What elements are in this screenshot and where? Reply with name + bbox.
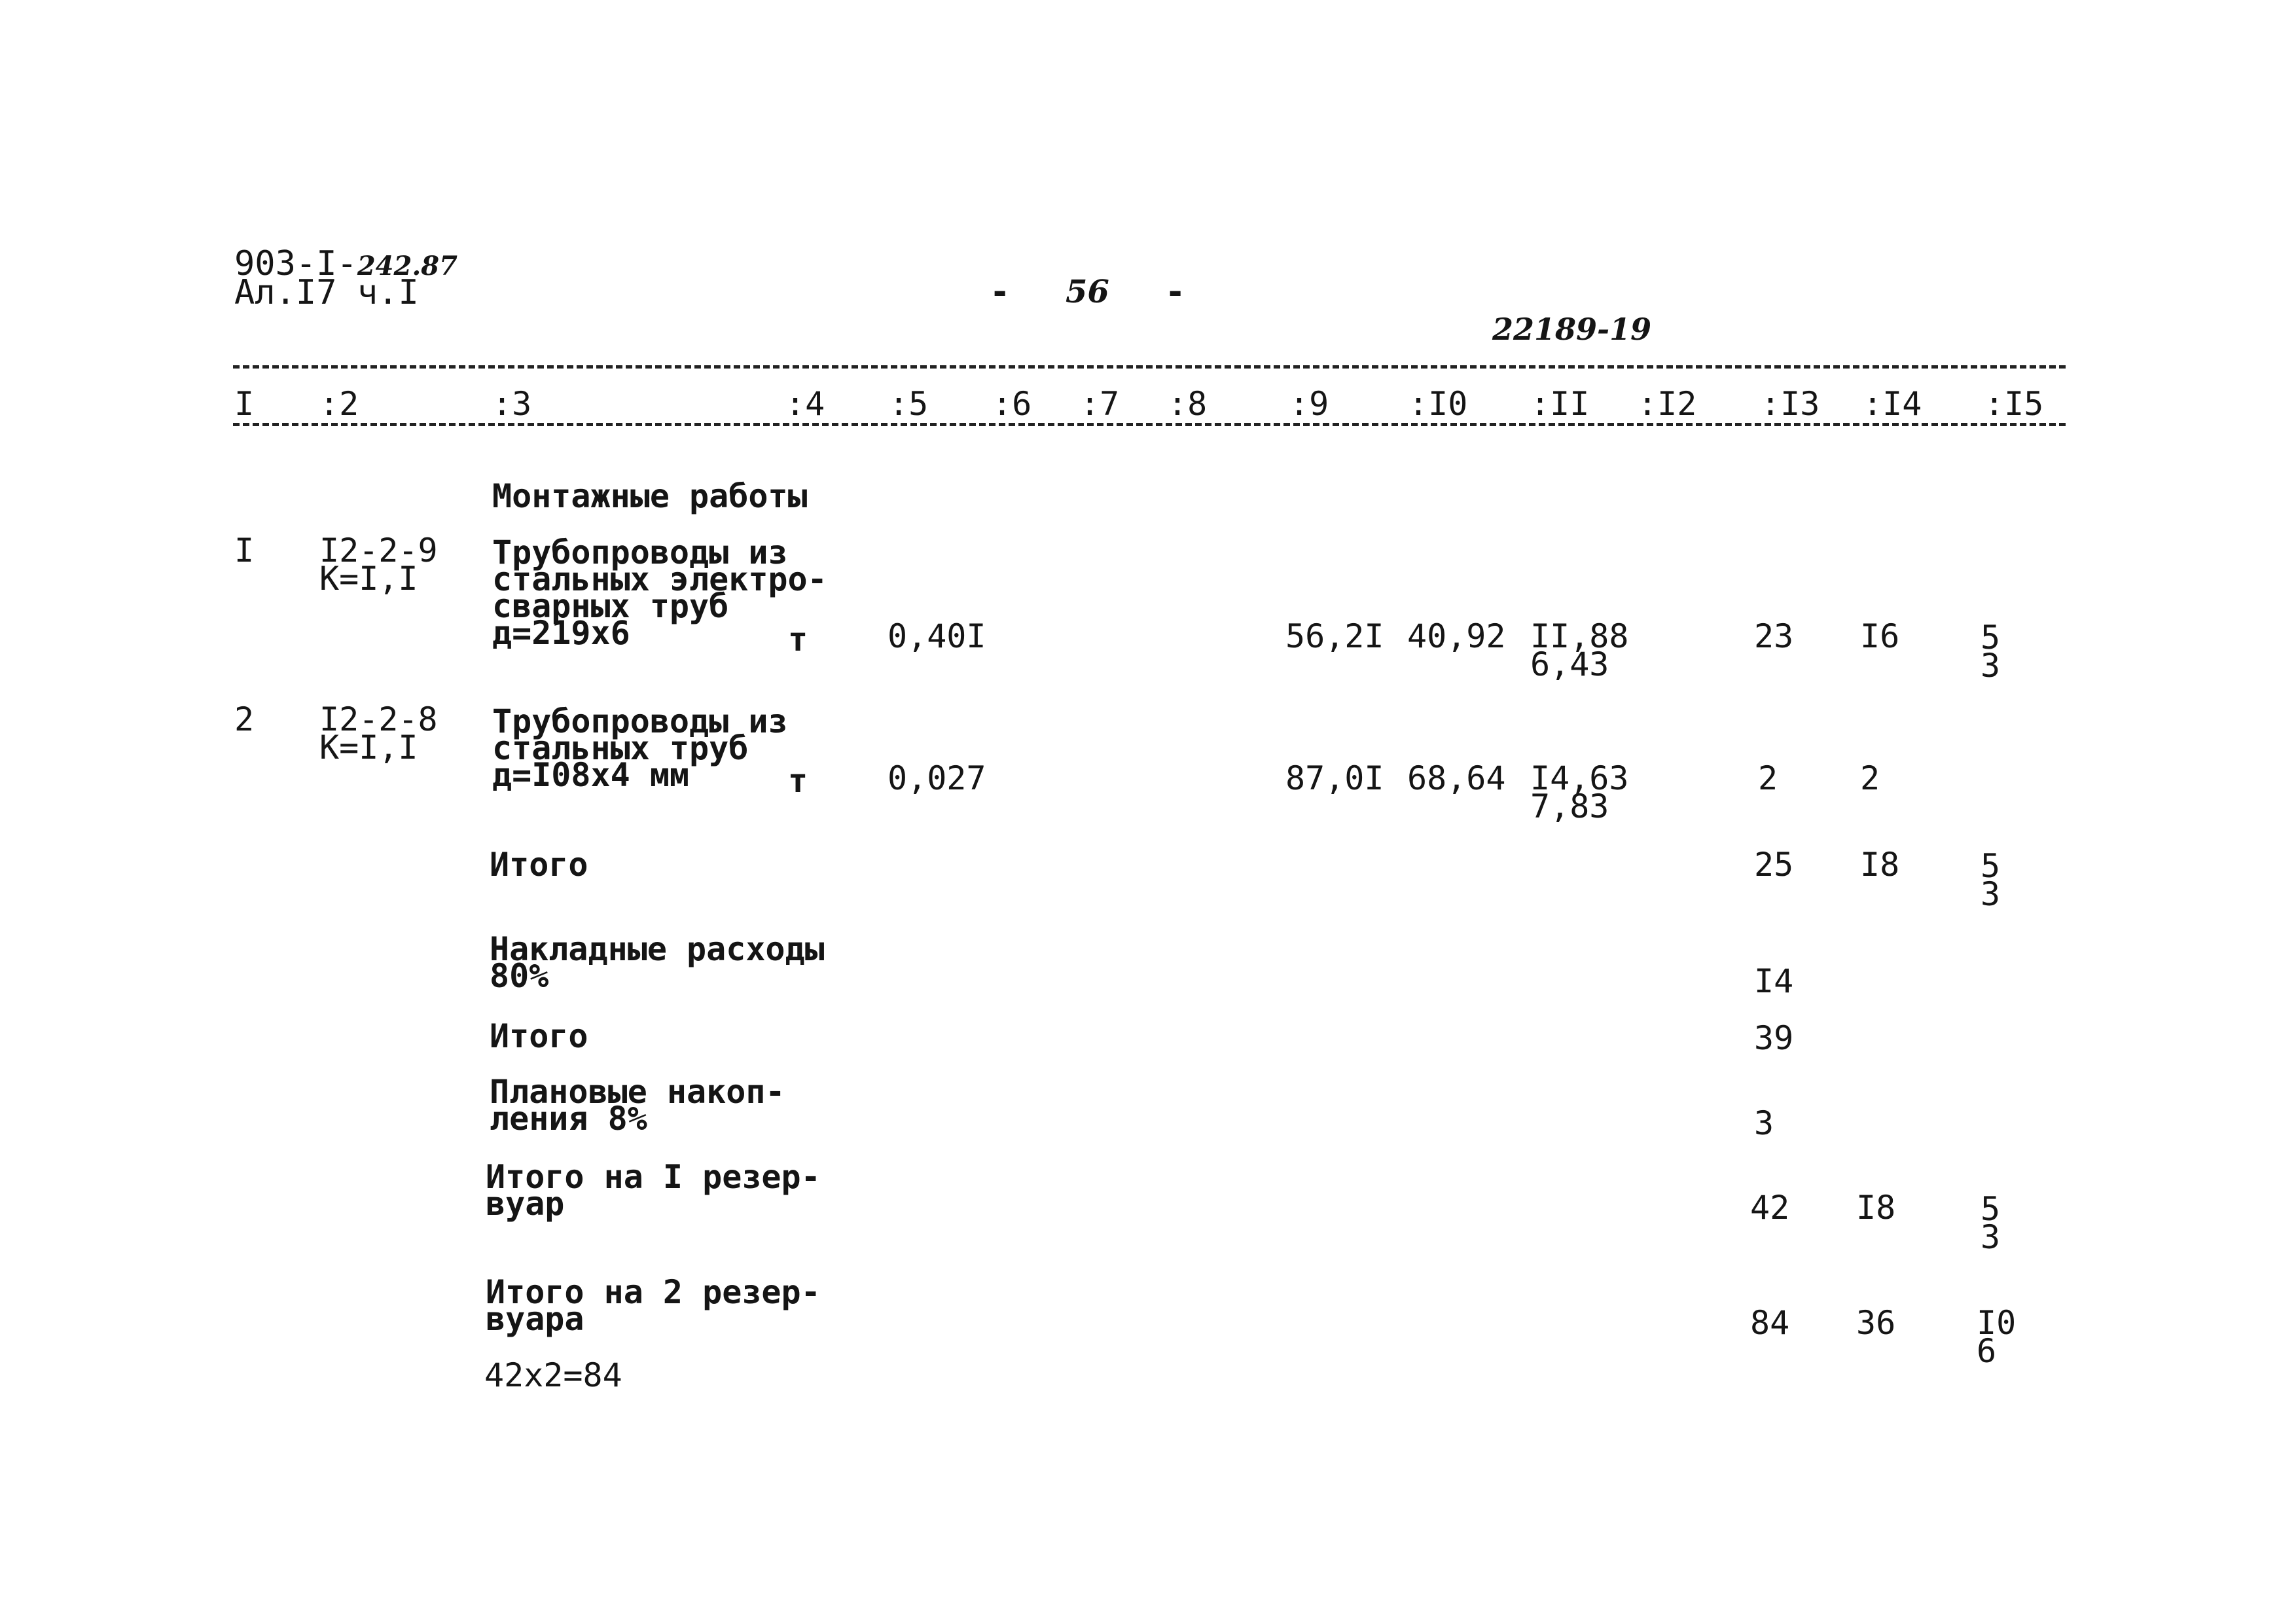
column-number: :II: [1530, 385, 1590, 423]
row-2-code: I2-2-8 K=I,I: [319, 700, 438, 767]
column-number: :4: [785, 385, 825, 423]
column-number: :I0: [1408, 385, 1468, 423]
row-2-col14: 2: [1860, 759, 1880, 797]
total-1-col13: 25: [1754, 846, 1794, 884]
total-1-label: Итого: [490, 846, 588, 884]
row-2-col13: 2: [1758, 759, 1778, 797]
page-number: 56: [1066, 274, 1109, 310]
column-number: :5: [889, 385, 929, 423]
planned-savings-col13: 3: [1754, 1104, 1774, 1142]
total-two-reservoirs-col14: 36: [1856, 1304, 1896, 1342]
total-one-reservoir-col15: 5 3: [1981, 1190, 2001, 1256]
column-number: I: [234, 385, 255, 423]
row-1-col10: 40,92: [1407, 617, 1506, 655]
overhead-label: Накладные расходы 80%: [490, 930, 825, 995]
total-2-col13: 39: [1754, 1019, 1794, 1057]
row-1-col15: 5 3: [1981, 619, 2001, 685]
row-1-unit: т: [788, 621, 808, 659]
row-2-unit: т: [788, 762, 808, 800]
row-1-number: I: [234, 532, 255, 569]
row-1-col13: 23: [1754, 617, 1794, 655]
column-number: :I4: [1863, 385, 1922, 423]
total-two-reservoirs-label: Итого на 2 резер- вуара: [486, 1273, 821, 1338]
column-number: :6: [992, 385, 1032, 423]
row-2-name: Трубопроводы из стальных труб д=I08x4 мм: [492, 702, 788, 794]
total-one-reservoir-label: Итого на I резер- вуар: [486, 1158, 821, 1223]
header-line-bottom: [233, 423, 2066, 426]
row-2-col9: 87,0I: [1285, 759, 1384, 797]
row-1-col9: 56,2I: [1285, 617, 1384, 655]
total-1-col14: I8: [1860, 846, 1900, 884]
row-2-col11: I4,63 7,83: [1530, 759, 1629, 825]
column-number: :I2: [1638, 385, 1697, 423]
row-1-col14: I6: [1860, 617, 1900, 655]
column-number: :3: [492, 385, 532, 423]
row-1-quantity: 0,40I: [888, 617, 986, 655]
overhead-col13: I4: [1754, 962, 1794, 1000]
total-two-reservoirs-col15: I0 6: [1977, 1304, 2017, 1370]
formula: 42x2=84: [484, 1356, 622, 1394]
album-label: Ал.I7 ч.I: [234, 273, 419, 312]
column-number: :2: [319, 385, 359, 423]
column-number: :9: [1289, 385, 1329, 423]
column-number: :8: [1168, 385, 1208, 423]
page-dash-left: -: [990, 272, 1011, 312]
total-1-col15: 5 3: [1981, 847, 2001, 913]
column-number: :I5: [1984, 385, 2044, 423]
row-1-col11: II,88 6,43: [1530, 617, 1629, 683]
column-number: :7: [1080, 385, 1120, 423]
row-1-name: Трубопроводы из стальных электро- сварных труб д=219x6: [492, 533, 827, 652]
sheet-code: 22189-19: [1492, 312, 1652, 347]
row-1-code: I2-2-9 K=I,I: [319, 532, 438, 598]
total-2-label: Итого: [490, 1017, 588, 1055]
document-code-handwritten: 242.87: [357, 251, 457, 281]
total-one-reservoir-col13: 42: [1750, 1189, 1790, 1227]
total-two-reservoirs-col13: 84: [1750, 1304, 1790, 1342]
section-title: Монтажные работы: [492, 477, 808, 515]
document-code-printed: 903-I-: [234, 244, 357, 283]
total-one-reservoir-col14: I8: [1856, 1189, 1896, 1227]
header-line-top: [233, 365, 2066, 369]
row-2-number: 2: [234, 700, 255, 738]
row-2-quantity: 0,027: [888, 759, 986, 797]
page-dash-right: -: [1165, 272, 1186, 312]
row-2-col10: 68,64: [1407, 759, 1506, 797]
column-number: :I3: [1761, 385, 1820, 423]
planned-savings-label: Плановые накоп- ления 8%: [490, 1073, 785, 1138]
